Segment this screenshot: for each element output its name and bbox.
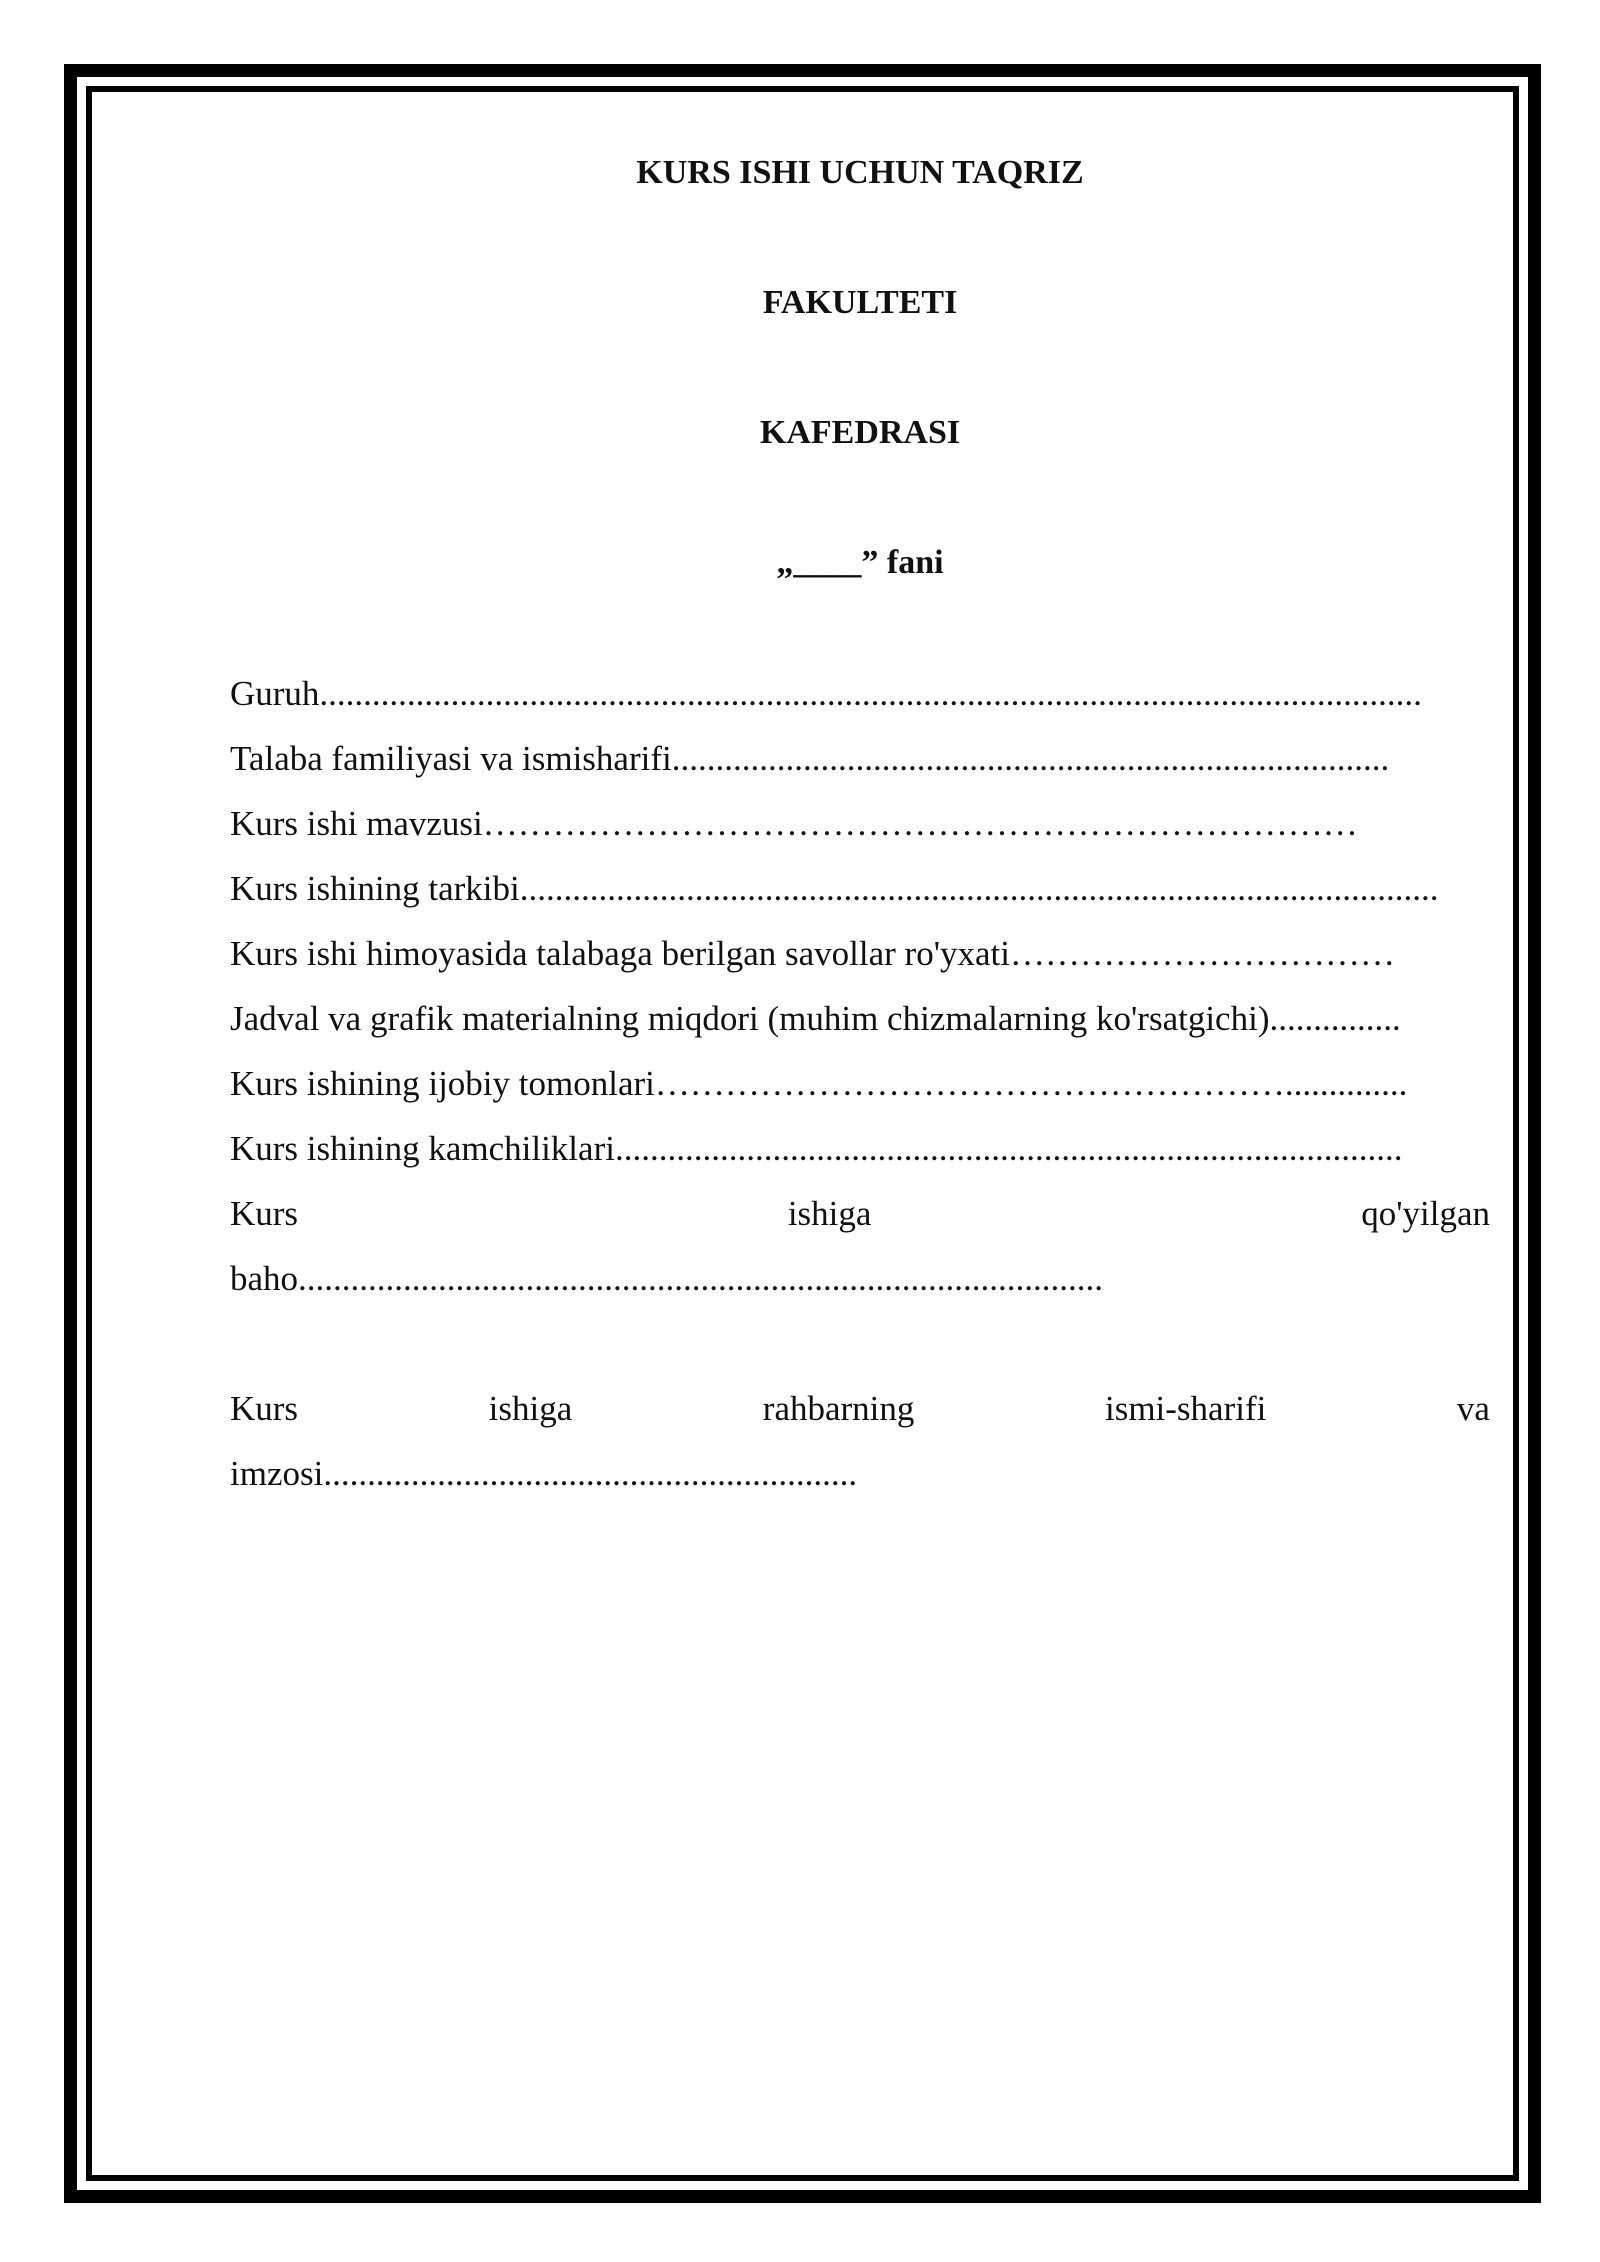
faculty-heading: FAKULTETI — [762, 284, 958, 321]
grade-word: Kurs — [230, 1194, 299, 1233]
grade-word: ishiga — [787, 1194, 872, 1233]
field-topic: Kurs ishi mavzusi………………………………………………………………… — [230, 804, 1358, 843]
field-grade-continuation: baho............................................................................................ — [230, 1259, 1104, 1298]
document-title: KURS ISHI UCHUN TAQRIZ — [636, 154, 1084, 191]
subject-heading: „____” fani — [776, 544, 944, 581]
field-supervisor-continuation: imzosi............................................................. — [230, 1454, 858, 1493]
field-positive-aspects: Kurs ishining ijobiy tomonlari……………………………………………….............. — [230, 1064, 1408, 1103]
supervisor-word: va — [1456, 1389, 1490, 1428]
field-grade — [230, 1194, 1490, 1234]
field-student-name: Talaba familiyasi va ismisharifi.................................................................................. — [230, 739, 1390, 778]
supervisor-word: Kurs — [230, 1389, 299, 1428]
field-defense-questions: Kurs ishi himoyasida talabaga berilgan savollar ro'yxati…………………………… — [230, 934, 1395, 973]
supervisor-word: ishiga — [488, 1389, 573, 1428]
grade-word: qo'yilgan — [1361, 1194, 1490, 1233]
field-tables-graphics: Jadval va grafik materialning miqdori (muhim chizmalarning ko'rsatgichi)............... — [230, 999, 1401, 1038]
field-structure: Kurs ishining tarkibi......................................................................................................... — [230, 869, 1439, 908]
supervisor-word: ismi-sharifi — [1104, 1389, 1267, 1428]
supervisor-word: rahbarning — [762, 1389, 915, 1428]
field-supervisor — [230, 1389, 1490, 1429]
department-heading: KAFEDRASI — [759, 414, 961, 451]
field-group: Guruh.............................................................................................................................. — [230, 674, 1422, 713]
field-shortcomings: Kurs ishining kamchiliklari.......................................................................................... — [230, 1129, 1403, 1168]
